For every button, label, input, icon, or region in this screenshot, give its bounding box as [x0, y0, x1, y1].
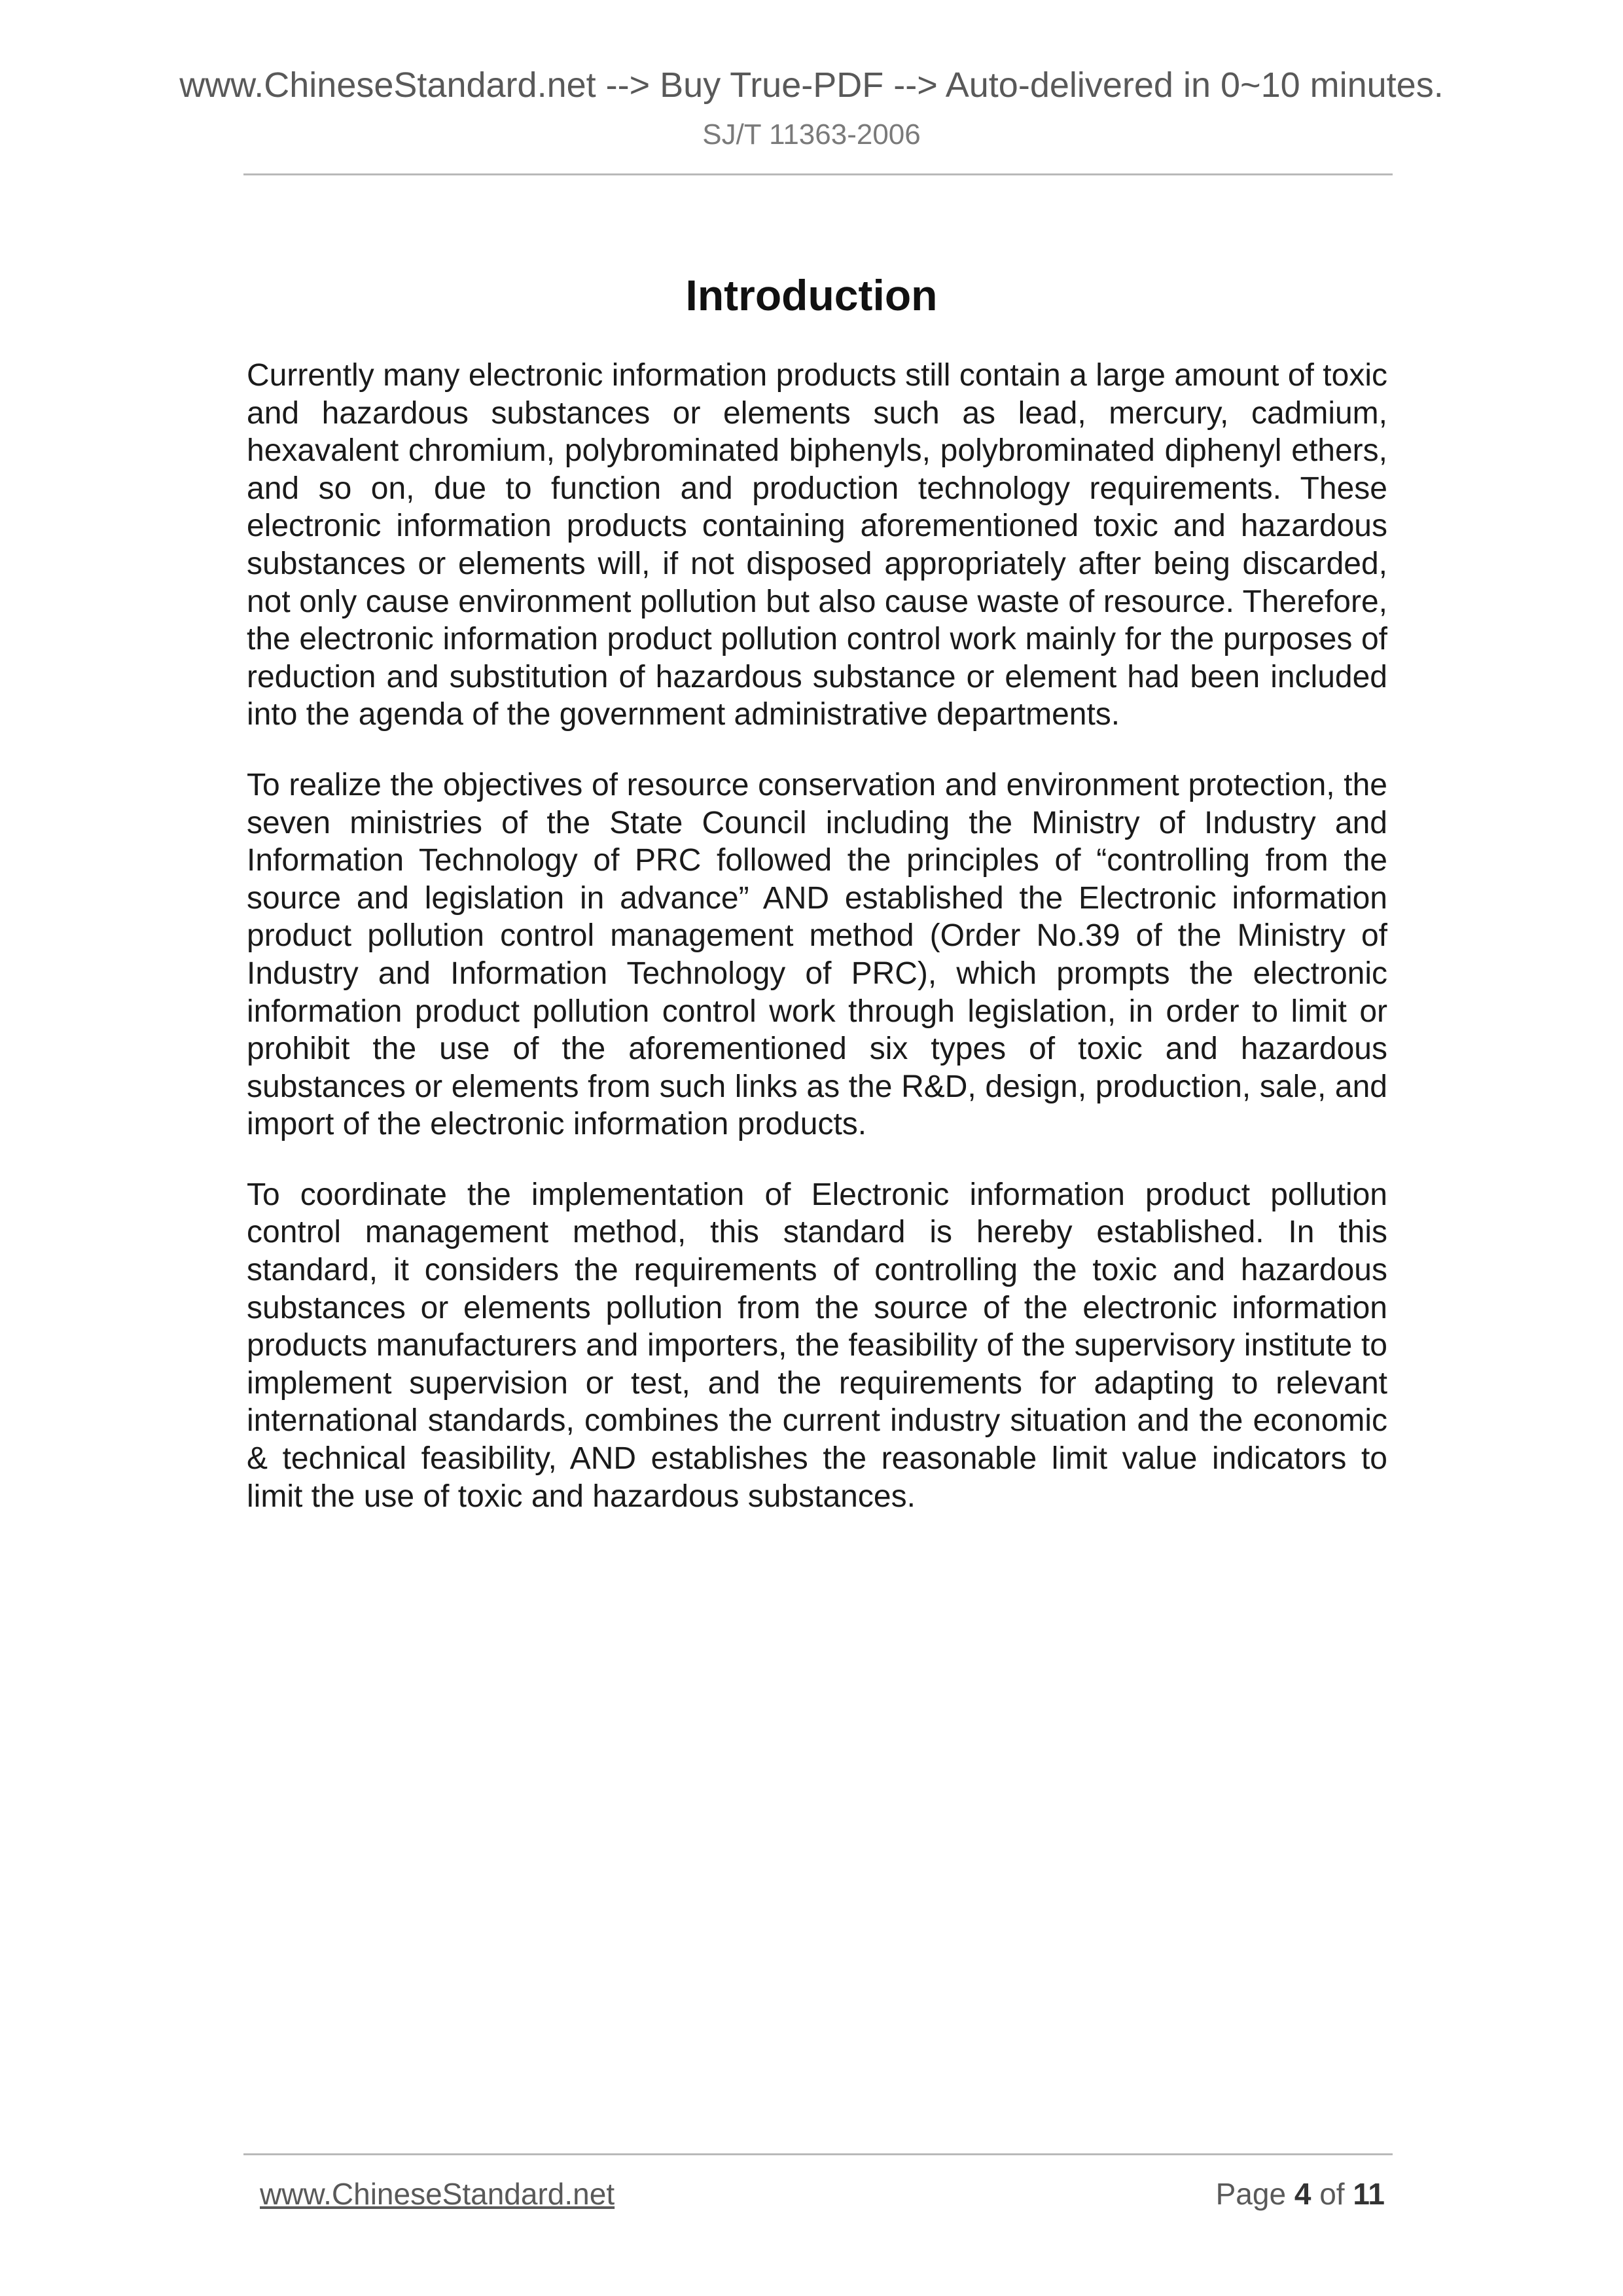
page-total: 11: [1353, 2177, 1385, 2211]
header-banner: www.ChineseStandard.net --> Buy True-PDF --> Auto-delivered in 0~10 minutes.: [179, 65, 1444, 105]
page-label: Page: [1215, 2177, 1287, 2211]
header-divider: [243, 173, 1393, 175]
footer-divider: [243, 2153, 1393, 2155]
paragraph-1: Currently many electronic information products still contain a large amount of toxic and hazardous substances or elements such as lead, mercury, cadmium, hexavalent chromium, polybrominated biphenyls, polybrominated diphenyl ethers, and so on, due to function and production technology requirements. These electronic information products containing aforementioned toxic and hazardous substances or elements will, if not disposed appropriately after being discarded, not only cause environment pollution but also cause waste of resource. Therefore, the electronic information product pollution control work mainly for the purposes of reduction and substitution of hazardous substance or element had been included into the agenda of the government administrative departments.: [247, 358, 1387, 732]
body-text: [247, 357, 1387, 1548]
page-current: 4: [1294, 2177, 1311, 2211]
page-title: Introduction: [685, 271, 938, 319]
page-number: [1216, 2176, 1385, 2212]
page-of-label: of: [1319, 2177, 1345, 2211]
standard-code: SJ/T 11363-2006: [702, 118, 921, 151]
footer-website-link[interactable]: www.ChineseStandard.net: [260, 2177, 615, 2211]
paragraph-3: To coordinate the implementation of Electronic information product pollution control management method, this standard is hereby established. In this standard, it considers the requirements of controlling the toxic and hazardous substances or elements pollution from the source of the electronic information products manufacturers and importers, the feasibility of the supervisory institute to implement supervision or test, and the requirements for adapting to relevant international standards, combines the current industry situation and the economic & technical feasibility, AND establishes the reasonable limit value indicators to limit the use of toxic and hazardous substances.: [247, 1177, 1387, 1514]
paragraph-2: To realize the objectives of resource conservation and environment protection, the seven ministries of the State Council including the Ministry of Industry and Information Technology of PRC followed the principles of “controlling from the source and legislation in advance” AND established the Electronic information product pollution control management method (Order No.39 of the Ministry of Industry and Information Technology of PRC), which prompts the electronic information product pollution control work through legislation, in order to limit or prohibit the use of the aforementioned six types of toxic and hazardous substances or elements from such links as the R&D, design, production, sale, and import of the electronic information products.: [247, 767, 1387, 1142]
